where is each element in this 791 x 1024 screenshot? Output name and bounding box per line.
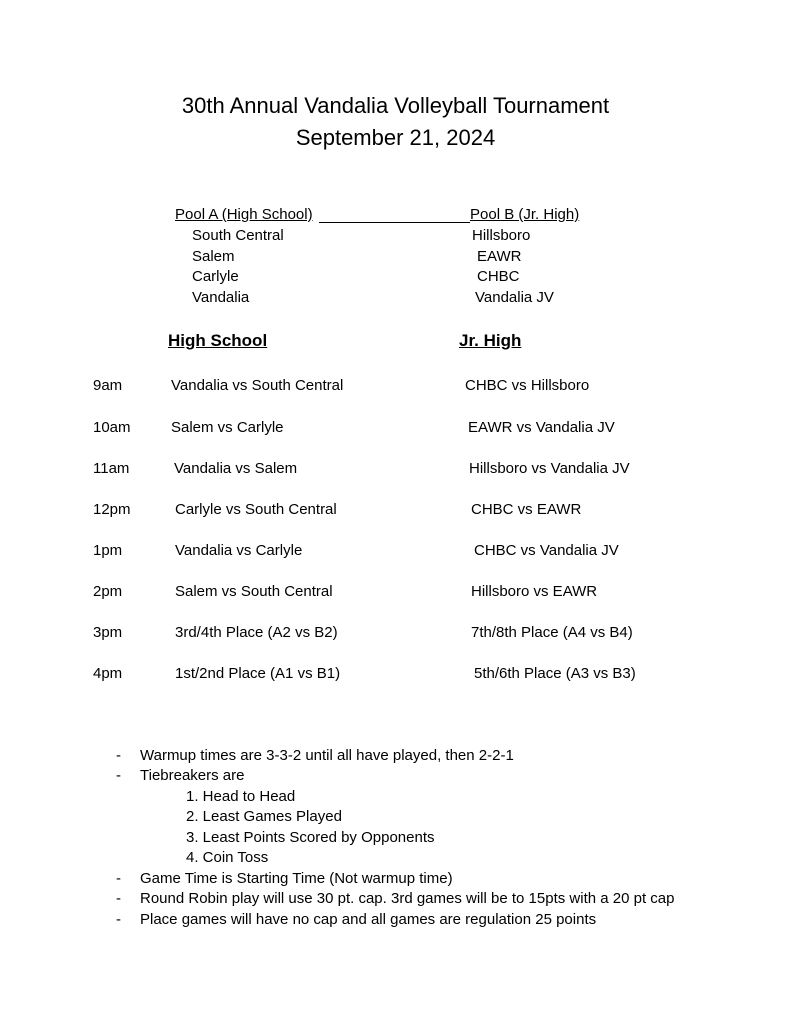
schedule-time: 3pm [93,624,123,641]
schedule-jh-match: Hillsboro vs EAWR [471,583,598,600]
tiebreaker-item: 3. Least Points Scored by Opponents [186,829,435,846]
pool-b-team: Hillsboro [472,227,531,244]
schedule-hs-match: Salem vs South Central [175,583,333,600]
schedule-time: 12pm [93,501,131,518]
schedule-time: 2pm [93,583,123,600]
schedule-time: 10am [93,419,131,436]
note-place-games: Place games will have no cap and all games are regulation 25 points [140,911,597,928]
bullet-dash: - [116,911,121,928]
pool-a-team: Vandalia [192,289,250,306]
schedule-time: 1pm [93,542,123,559]
schedule-jh-match: 7th/8th Place (A4 vs B4) [471,624,633,641]
schedule-jh-match: CHBC vs Hillsboro [465,377,590,394]
schedule-hs-match: Vandalia vs Carlyle [175,542,303,559]
bullet-dash: - [116,747,121,764]
pool-a-team: South Central [192,227,284,244]
pool-b-team: EAWR [477,248,522,265]
bullet-dash: - [116,870,121,887]
schedule-hs-match: Salem vs Carlyle [171,419,284,436]
pool-b-team: CHBC [477,268,520,285]
bullet-dash: - [116,767,121,784]
jr-high-heading: Jr. High [459,331,522,350]
tiebreaker-item: 4. Coin Toss [186,849,269,866]
schedule-time: 11am [93,460,130,477]
schedule-jh-match: CHBC vs EAWR [471,501,582,518]
pool-a-heading: Pool A (High School) [175,206,313,223]
schedule-jh-match: Hillsboro vs Vandalia JV [469,460,630,477]
tiebreaker-item: 1. Head to Head [186,788,296,805]
document-title: 30th Annual Vandalia Volleyball Tournament [181,93,610,118]
note-game-time: Game Time is Starting Time (Not warmup time) [140,870,453,887]
note-round-robin: Round Robin play will use 30 pt. cap. 3rd games will be to 15pts with a 20 pt cap [140,890,675,907]
bullet-dash: - [116,890,121,907]
schedule-jh-match: CHBC vs Vandalia JV [474,542,619,559]
pool-a-team: Salem [192,248,235,265]
schedule-time: 9am [93,377,123,394]
note-warmup: Warmup times are 3-3-2 until all have played, then 2-2-1 [140,747,514,764]
schedule-hs-match: Vandalia vs Salem [174,460,298,477]
schedule-hs-match: Carlyle vs South Central [175,501,337,518]
pool-a-team: Carlyle [192,268,239,285]
pool-heading-rule [319,222,470,223]
schedule-jh-match: EAWR vs Vandalia JV [468,419,615,436]
schedule-hs-match: Vandalia vs South Central [171,377,344,394]
schedule-hs-match: 3rd/4th Place (A2 vs B2) [175,624,338,641]
schedule-jh-match: 5th/6th Place (A3 vs B3) [474,665,636,682]
document-date: September 21, 2024 [295,125,496,150]
pool-b-team: Vandalia JV [475,289,554,306]
tiebreaker-item: 2. Least Games Played [186,808,342,825]
note-tiebreakers: Tiebreakers are [140,767,245,784]
pool-b-heading: Pool B (Jr. High) [470,206,580,223]
high-school-heading: High School [168,331,268,350]
schedule-hs-match: 1st/2nd Place (A1 vs B1) [175,665,341,682]
schedule-time: 4pm [93,665,123,682]
